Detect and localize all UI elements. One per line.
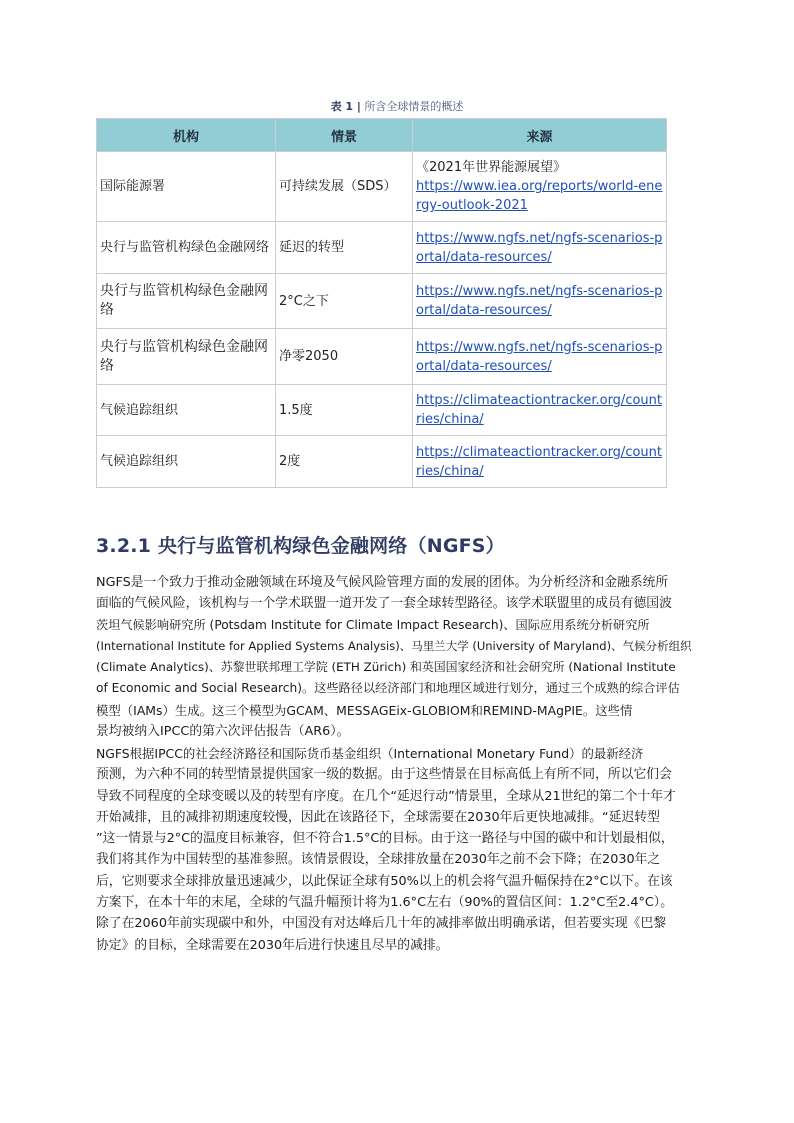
paragraph-line: 导致不同程度的全球变暖以及的转型有序度。在几个“延迟行动”情景里，全球从21世纪的第二个十年才 — [96, 788, 676, 804]
paragraph-line: 协定》的目标，全球需要在2030年后进行快速且尽早的减排。 — [96, 937, 449, 953]
paragraph-line: 模型（IAMs）生成。这三个模型为GCAM、MESSAGEix-GLOBIOM和REMIND-MAgPIE。这些情 — [96, 702, 633, 718]
paragraph-line: 除了在2060年前实现碳中和外，中国没有对达峰后几十年的减排率做出明确承诺，但若要实现《巴黎 — [96, 916, 667, 932]
paragraph-line: 预测，为六种不同的转型情景提供国家一级的数据。由于这些情景在目标高低上有所不同，所以它们会 — [96, 767, 672, 783]
paragraph-line: 开始减排，且的减排初期速度较慢，因此在该路径下，全球需要在2030年后更快地减排。“延迟转型 — [96, 809, 660, 825]
table-caption — [0, 98, 794, 114]
cell-scenario: 可持续发展（SDS） — [276, 152, 413, 222]
source-link[interactable]: https://www.ngfs.net/ngfs-scenarios-portal/data-resources/ — [416, 230, 663, 265]
cell-source — [413, 222, 667, 274]
paragraph-line: ”这一情景与2°C的温度目标兼容，但不符合1.5°C的目标。由于这一路径与中国的碳中和计划最相似， — [96, 831, 674, 847]
paragraph-line: 后，它则要求全球排放量迅速减少，以此保证全球有50%以上的机会将气温升幅保持在2°C以下。在该 — [96, 873, 673, 889]
cell-source — [413, 436, 667, 488]
paragraph-line: 我们将其作为中国转型的基准参照。该情景假设，全球排放量在2030年之前不会下降；在2030年之 — [96, 852, 661, 868]
cell-scenario: 延迟的转型 — [276, 222, 413, 274]
cell-org: 国际能源署 — [97, 152, 276, 222]
cell-scenario: 2°C之下 — [276, 274, 413, 329]
table-row — [97, 436, 667, 488]
table-caption-label: 表 1 | — [330, 100, 361, 113]
cell-source — [413, 329, 667, 385]
header-source: 来源 — [413, 119, 667, 152]
source-link[interactable]: https://www.ngfs.net/ngfs-scenarios-portal/data-resources/ — [416, 284, 663, 318]
cell-org: 央行与监管机构绿色金融网络 — [97, 222, 276, 274]
table-row — [97, 152, 667, 222]
cell-source — [413, 152, 667, 222]
paragraph-line: NGFS是一个致力于推动金融领域在环境及气候风险管理方面的发展的团体。为分析经济和金融系统所 — [96, 575, 669, 590]
cell-source — [413, 385, 667, 436]
cell-scenario: 2度 — [276, 436, 413, 488]
table-row — [97, 329, 667, 385]
paragraph-line: 景均被纳入IPCC的第六次评估报告（AR6）。 — [96, 724, 350, 740]
cell-scenario: 净零2050 — [276, 329, 413, 385]
cell-org: 央行与监管机构绿色金融网络 — [97, 329, 276, 385]
paragraph-line: 面临的气候风险，该机构与一个学术联盟一道开发了一套全球转型路径。该学术联盟里的成员有德国波 — [96, 596, 672, 612]
paragraph-line: (Climate Analytics)、苏黎世联邦理工学院 (ETH Zürich) 和英国国家经济和社会研究所 (National Institute — [96, 660, 676, 675]
paragraph-ngfs-scenarios — [96, 743, 699, 956]
paragraph-ngfs-intro — [96, 572, 699, 742]
source-link[interactable]: https://www.ngfs.net/ngfs-scenarios-portal/data-resources/ — [416, 339, 663, 374]
header-org: 机构 — [97, 119, 276, 152]
section-heading: 3.2.1 央行与监管机构绿色金融网络（NGFS） — [96, 535, 505, 557]
paragraph-line: (International Institute for Applied Systems Analysis)、马里兰大学 (University of Maryland)、气候分析组织 — [96, 638, 692, 653]
paragraph-line: 茨坦气候影响研究所 (Potsdam Institute for Climate Impact Research)、国际应用系统分析研究所 — [96, 617, 650, 632]
cell-org: 央行与监管机构绿色金融网络 — [97, 274, 276, 329]
cell-source — [413, 274, 667, 329]
cell-org: 气候追踪组织 — [97, 436, 276, 488]
table-row — [97, 222, 667, 274]
source-link[interactable]: https://climateactiontracker.org/countries/china/ — [416, 393, 662, 427]
table-header-row — [97, 119, 667, 152]
cell-scenario: 1.5度 — [276, 385, 413, 436]
source-title: 《2021年世界能源展望》 — [416, 160, 567, 175]
paragraph-line: 方案下，在本十年的末尾，全球的气温升幅预计将为1.6°C左右（90%的置信区间：1.2°C至2.4°C）。 — [96, 895, 673, 911]
paragraph-line: of Economic and Social Research)。这些路径以经济部门和地理区域进行划分，通过三个成熟的综合评估 — [96, 681, 680, 696]
paragraph-line: NGFS根据IPCC的社会经济路径和国际货币基金组织（International Monetary Fund）的最新经济 — [96, 746, 644, 761]
table-row — [97, 385, 667, 436]
source-link[interactable]: https://climateactiontracker.org/countries/china/ — [416, 444, 662, 479]
source-link[interactable]: https://www.iea.org/reports/world-energy-outlook-2021 — [416, 179, 663, 213]
table-caption-text: 所含全球情景的概述 — [360, 100, 464, 113]
cell-org: 气候追踪组织 — [97, 385, 276, 436]
table-row — [97, 274, 667, 329]
scenario-table — [96, 118, 667, 488]
header-scenario: 情景 — [276, 119, 413, 152]
